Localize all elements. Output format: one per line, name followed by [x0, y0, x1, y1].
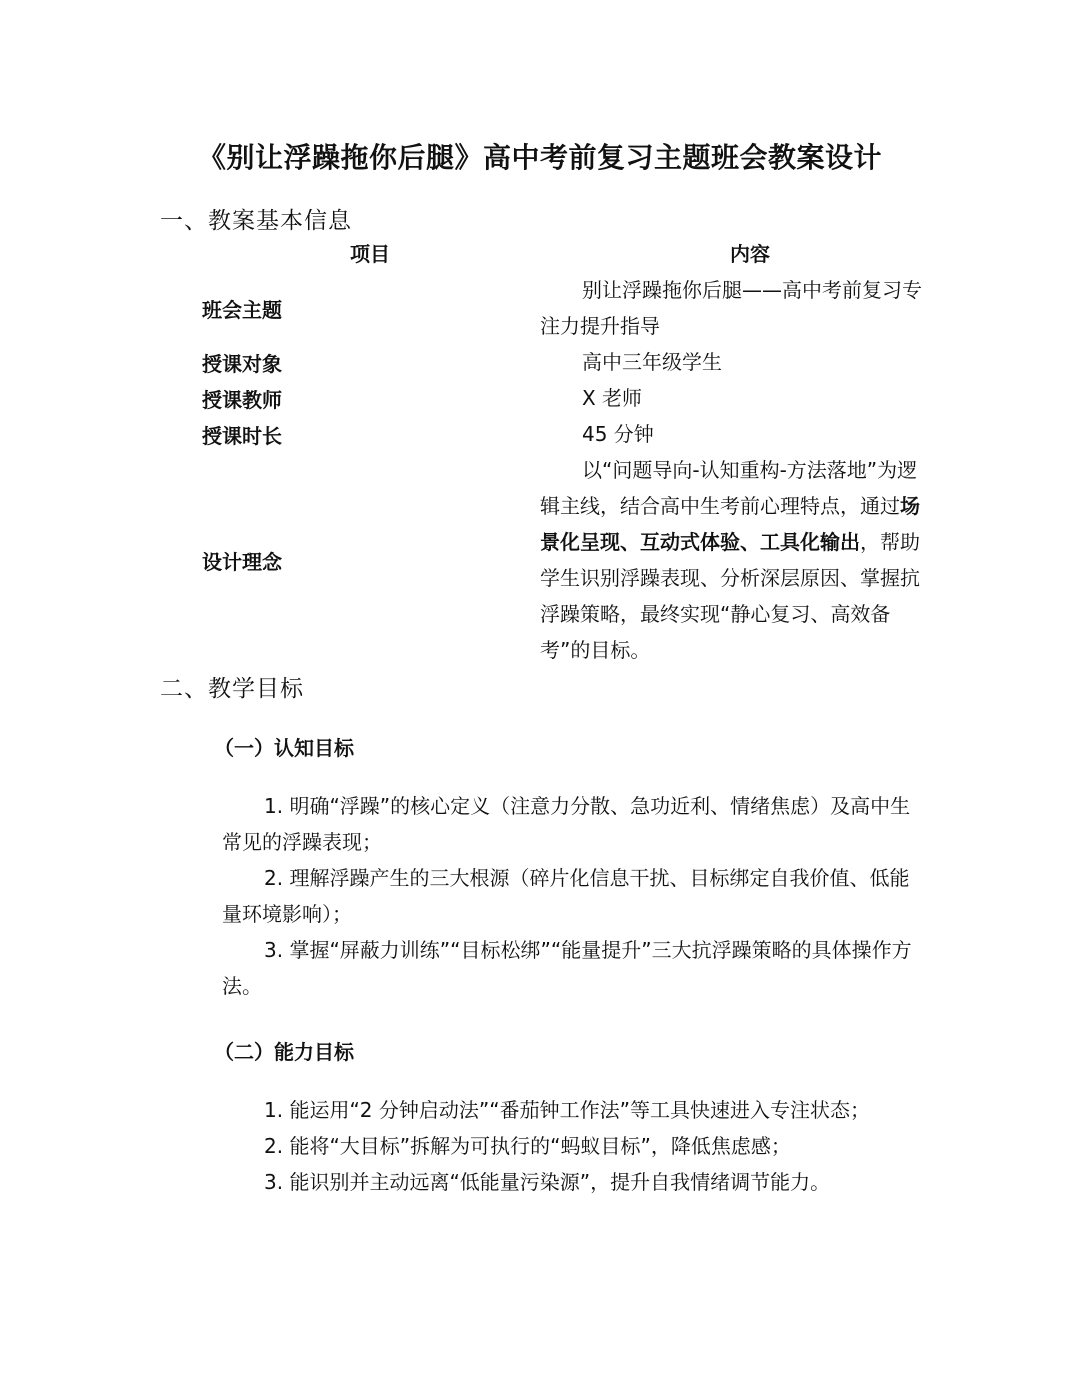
- design-concept-text-2: ，帮助学生识别浮躁表现、分析深层原因、掌握抗浮躁策略，最终实现“静心复习、高效备考”的目标。: [540, 530, 920, 662]
- list-item: 1. 能运用“2 分钟启动法”“番茄钟工作法”等工具快速进入专注状态；: [264, 1098, 870, 1122]
- cognitive-goals-list: [222, 788, 922, 1004]
- section-heading-teaching-goals: 二、教学目标: [160, 676, 304, 702]
- design-concept-bold-text: 场景化呈现、互动式体验、工具化输出: [540, 494, 920, 554]
- list-item: 2. 能将“大目标”拆解为可执行的“蚂蚁目标”，降低焦虑感；: [264, 1134, 791, 1158]
- list-item: 3. 掌握“屏蔽力训练”“目标松绑”“能量提升”三大抗浮躁策略的具体操作方法。: [222, 938, 912, 998]
- row-label-duration: 授课时长: [202, 424, 282, 448]
- list-item: 2. 理解浮躁产生的三大根源（碎片化信息干扰、目标绑定自我价值、低能量环境影响）；: [222, 866, 910, 926]
- row-label-theme: 班会主题: [202, 298, 282, 322]
- design-concept-text-1: 以“问题导向-认知重构-方法落地”为逻辑主线，结合高中生考前心理特点，通过: [540, 458, 918, 518]
- subheading-ability-goals: （二）能力目标: [214, 1040, 354, 1064]
- table-header-item: 项目: [350, 242, 390, 266]
- list-item: 3. 能识别并主动远离“低能量污染源”，提升自我情绪调节能力。: [264, 1170, 831, 1194]
- row-value-duration: 45 分钟: [582, 422, 654, 446]
- row-value-audience: 高中三年级学生: [582, 350, 722, 374]
- row-value-theme: 别让浮躁拖你后腿——高中考前复习专注力提升指导: [540, 278, 922, 338]
- table-header-content: 内容: [730, 242, 770, 266]
- row-label-audience: 授课对象: [202, 352, 282, 376]
- section-heading-basic-info: 一、教案基本信息: [160, 208, 352, 234]
- document-title: 《别让浮躁拖你后腿》高中考前复习主题班会教案设计: [197, 141, 882, 174]
- row-value-design-concept: [540, 452, 922, 668]
- list-item: 1. 明确“浮躁”的核心定义（注意力分散、急功近利、情绪焦虑）及高中生常见的浮躁表现；: [222, 794, 911, 854]
- row-label-teacher: 授课教师: [202, 388, 282, 412]
- row-label-design-concept: 设计理念: [202, 550, 282, 574]
- basic-info-table: [0, 0, 1080, 680]
- ability-goals-list: [222, 1092, 922, 1200]
- subheading-cognitive-goals: （一）认知目标: [214, 736, 354, 760]
- row-value-teacher: X 老师: [582, 386, 643, 410]
